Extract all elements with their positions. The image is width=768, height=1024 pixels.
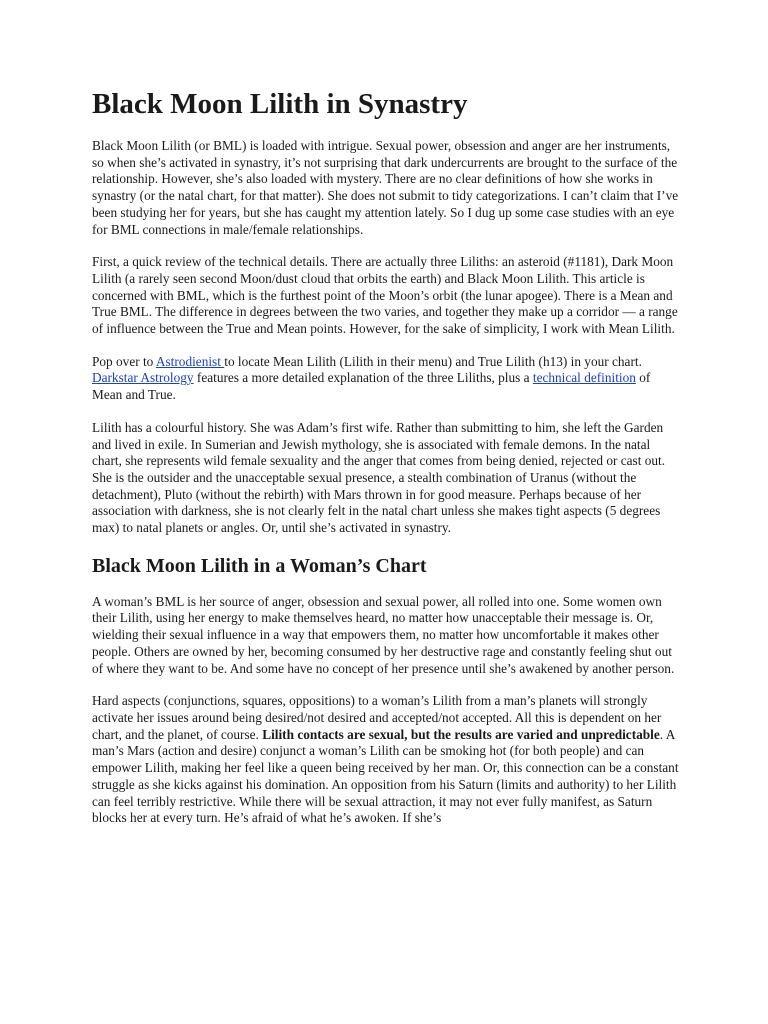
bold-emphasis: Lilith contacts are sexual, but the results are varied and unpredictable bbox=[262, 726, 660, 742]
text-segment: features a more detailed explanation of the three Liliths, plus a bbox=[193, 370, 533, 386]
intro-paragraph-3 bbox=[92, 354, 680, 404]
section-heading: Black Moon Lilith in a Woman’s Chart bbox=[92, 554, 427, 577]
darkstar-astrology-link[interactable]: Darkstar Astrology bbox=[92, 370, 194, 386]
text-segment: Hard aspects (conjunctions, squares, oppositions) to a woman’s Lilith from a man’s planets will strongly activate her issues around being desired/not desired and accepted/not accepted. All this is dependent on her chart, and the planet, of course. bbox=[92, 693, 662, 742]
text-segment: of Mean and True. bbox=[92, 370, 651, 403]
text-segment: to locate Mean Lilith (Lilith in their menu) and True Lilith (h13) in your chart. bbox=[224, 353, 642, 369]
page-title: Black Moon Lilith in Synastry bbox=[92, 88, 468, 120]
section-paragraph-2 bbox=[92, 693, 680, 827]
technical-definition-link[interactable]: technical definition bbox=[532, 370, 636, 386]
astrodienist-link[interactable]: Astrodienist bbox=[155, 353, 225, 369]
text-segment: Pop over to bbox=[92, 353, 156, 369]
section-paragraph-1: A woman’s BML is her source of anger, obsession and sexual power, all rolled into one. Some women own their Lilith, using her energy to make themselves heard, no matter how unacceptable their message is. Or, wielding their sexual influence in a way that empowers them, no matter how uncomfortable it makes other people. Others are owned by her, becoming consumed by her destructive rage and constantly feeling shut out of where they want to be. And some have no concept of her presence until she’s awakened by another person. bbox=[92, 593, 675, 676]
text-segment: . A man’s Mars (action and desire) conjunct a woman’s Lilith can be smoking hot (for both people) and can empower Lilith, making her feel like a queen being received by her man. Or, this connection can be a constant struggle as she kicks against his domination. An opposition from his Saturn (limits and authority) to her Lilith can feel terribly restrictive. While there will be sexual attraction, it may not ever fully manifest, as Saturn blocks her at every turn. He’s afraid of what he’s awoken. If she’s bbox=[92, 726, 679, 826]
intro-paragraph-1: Black Moon Lilith (or BML) is loaded with intrigue. Sexual power, obsession and anger are her instruments, so when she’s activated in synastry, it’s not surprising that dark undercurrents are brought to the surface of the relationship. However, she’s also loaded with mystery. There are no clear definitions of how she works in synastry (or the natal chart, for that matter). She does not submit to tidy categorizations. I can’t claim that I’ve been studying her for years, but she has caught my attention lately. So I dug up some case studies with an eye for BML connections in male/female relationships. bbox=[92, 138, 679, 237]
intro-paragraph-4: Lilith has a colourful history. She was Adam’s first wife. Rather than submitting to him, she left the Garden and lived in exile. In Sumerian and Jewish mythology, she is associated with female demons. In the natal chart, she represents wild female sexuality and the anger that comes from being denied, rejected or cast out. She is the outsider and the unacceptable sexual presence, a stealth combination of Uranus (without the detachment), Pluto (without the rebirth) with Mars thrown in for good measure. Perhaps because of her association with darkness, she is not clearly felt in the natal chart unless she makes tight aspects (5 degrees max) to natal planets or angles. Or, until she’s activated in synastry. bbox=[92, 419, 666, 536]
intro-paragraph-2: First, a quick review of the technical details. There are actually three Liliths: an asteroid (#1181), Dark Moon Lilith (a rarely seen second Moon/dust cloud that orbits the earth) and Black Moon Lilith. This article is concerned with BML, which is the furthest point of the Moon’s orbit (the lunar apogee). There is a Mean and True BML. The difference in degrees between the two varies, and together they make up a corridor — a range of influence between the True and Mean points. However, for the sake of simplicity, I work with Mean Lilith. bbox=[92, 254, 678, 337]
